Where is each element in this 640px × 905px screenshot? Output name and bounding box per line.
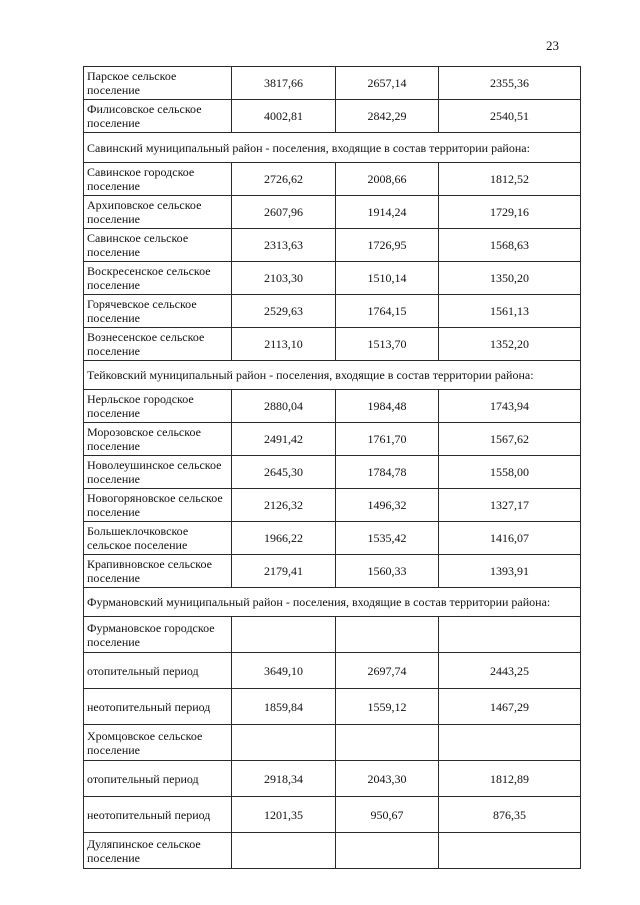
value-cell: 1559,12 (336, 689, 439, 725)
value-cell: 2043,30 (336, 761, 439, 797)
value-cell: 2540,51 (439, 100, 581, 133)
value-cell: 2103,30 (232, 262, 336, 295)
settlement-name: Горячевское сельское поселение (84, 295, 232, 328)
table-row (84, 489, 581, 522)
section-heading: Савинский муниципальный район - поселения, входящие в состав территории района: (84, 133, 581, 163)
value-cell: 2657,14 (336, 67, 439, 100)
value-cell: 1327,17 (439, 489, 581, 522)
value-cell: 2645,30 (232, 456, 336, 489)
section-row (84, 133, 581, 163)
value-cell: 1560,33 (336, 555, 439, 588)
table-row (84, 617, 581, 653)
settlement-name: Морозовское сельское поселение (84, 423, 232, 456)
table-row (84, 725, 581, 761)
value-cell: 2113,10 (232, 328, 336, 361)
period-label: отопительный период (84, 653, 232, 689)
section-row (84, 588, 581, 617)
page-number: 23 (546, 38, 559, 53)
settlement-name: Крапивновское сельское поселение (84, 555, 232, 588)
value-cell: 1561,13 (439, 295, 581, 328)
value-cell: 1984,48 (336, 390, 439, 423)
value-cell: 1496,32 (336, 489, 439, 522)
table-row (84, 328, 581, 361)
value-cell: 876,35 (439, 797, 581, 833)
value-cell: 1467,29 (439, 689, 581, 725)
table-row (84, 229, 581, 262)
value-cell: 1352,20 (439, 328, 581, 361)
tariff-table (83, 66, 581, 869)
settlement-name: Филисовское сельское поселение (84, 100, 232, 133)
value-cell (336, 725, 439, 761)
value-cell: 1513,70 (336, 328, 439, 361)
value-cell: 1914,24 (336, 196, 439, 229)
value-cell: 950,67 (336, 797, 439, 833)
table-row (84, 196, 581, 229)
value-cell: 1510,14 (336, 262, 439, 295)
value-cell: 1416,07 (439, 522, 581, 555)
value-cell: 2607,96 (232, 196, 336, 229)
value-cell: 2313,63 (232, 229, 336, 262)
value-cell: 2842,29 (336, 100, 439, 133)
value-cell (336, 617, 439, 653)
settlement-name: Архиповское сельское поселение (84, 196, 232, 229)
period-label: отопительный период (84, 761, 232, 797)
table-row (84, 262, 581, 295)
settlement-name: Фурмановское городское поселение (84, 617, 232, 653)
table-row (84, 163, 581, 196)
value-cell: 1558,00 (439, 456, 581, 489)
table-row (84, 522, 581, 555)
value-cell (439, 725, 581, 761)
table-row (84, 67, 581, 100)
value-cell: 2726,62 (232, 163, 336, 196)
table-row (84, 555, 581, 588)
value-cell (439, 833, 581, 869)
table-row (84, 761, 581, 797)
value-cell: 1812,89 (439, 761, 581, 797)
table-row (84, 100, 581, 133)
section-heading: Фурмановский муниципальный район - поселения, входящие в состав территории района: (84, 588, 581, 617)
settlement-name: Новогоряновское сельское поселение (84, 489, 232, 522)
value-cell: 4002,81 (232, 100, 336, 133)
settlement-name: Нерльское городское поселение (84, 390, 232, 423)
value-cell (439, 617, 581, 653)
value-cell: 1743,94 (439, 390, 581, 423)
value-cell (232, 725, 336, 761)
value-cell: 2697,74 (336, 653, 439, 689)
value-cell: 1350,20 (439, 262, 581, 295)
value-cell: 2880,04 (232, 390, 336, 423)
settlement-name: Большеклочковское сельское поселение (84, 522, 232, 555)
value-cell (336, 833, 439, 869)
settlement-name: Савинское сельское поселение (84, 229, 232, 262)
value-cell: 2008,66 (336, 163, 439, 196)
value-cell: 1393,91 (439, 555, 581, 588)
table-row (84, 833, 581, 869)
value-cell: 2491,42 (232, 423, 336, 456)
value-cell: 2355,36 (439, 67, 581, 100)
value-cell: 1729,16 (439, 196, 581, 229)
value-cell: 1784,78 (336, 456, 439, 489)
value-cell: 2918,34 (232, 761, 336, 797)
value-cell: 1567,62 (439, 423, 581, 456)
value-cell: 3649,10 (232, 653, 336, 689)
settlement-name: Савинское городское поселение (84, 163, 232, 196)
value-cell: 1761,70 (336, 423, 439, 456)
value-cell: 1201,35 (232, 797, 336, 833)
value-cell: 2529,63 (232, 295, 336, 328)
value-cell: 1535,42 (336, 522, 439, 555)
table-row (84, 653, 581, 689)
period-label: неотопительный период (84, 689, 232, 725)
table-row (84, 390, 581, 423)
value-cell: 3817,66 (232, 67, 336, 100)
value-cell (232, 833, 336, 869)
settlement-name: Парское сельское поселение (84, 67, 232, 100)
value-cell (232, 617, 336, 653)
table-row (84, 689, 581, 725)
period-label: неотопительный период (84, 797, 232, 833)
table-row (84, 295, 581, 328)
value-cell: 1726,95 (336, 229, 439, 262)
value-cell: 1812,52 (439, 163, 581, 196)
table-row (84, 797, 581, 833)
settlement-name: Воскресенское сельское поселение (84, 262, 232, 295)
table-row (84, 423, 581, 456)
settlement-name: Вознесенское сельское поселение (84, 328, 232, 361)
section-heading: Тейковский муниципальный район - поселения, входящие в состав территории района: (84, 361, 581, 390)
settlement-name: Дуляпинское сельское поселение (84, 833, 232, 869)
value-cell: 1859,84 (232, 689, 336, 725)
value-cell: 1764,15 (336, 295, 439, 328)
section-row (84, 361, 581, 390)
settlement-name: Новолеушинское сельское поселение (84, 456, 232, 489)
value-cell: 1966,22 (232, 522, 336, 555)
value-cell: 2126,32 (232, 489, 336, 522)
table-row (84, 456, 581, 489)
value-cell: 2179,41 (232, 555, 336, 588)
value-cell: 2443,25 (439, 653, 581, 689)
settlement-name: Хромцовское сельское поселение (84, 725, 232, 761)
value-cell: 1568,63 (439, 229, 581, 262)
